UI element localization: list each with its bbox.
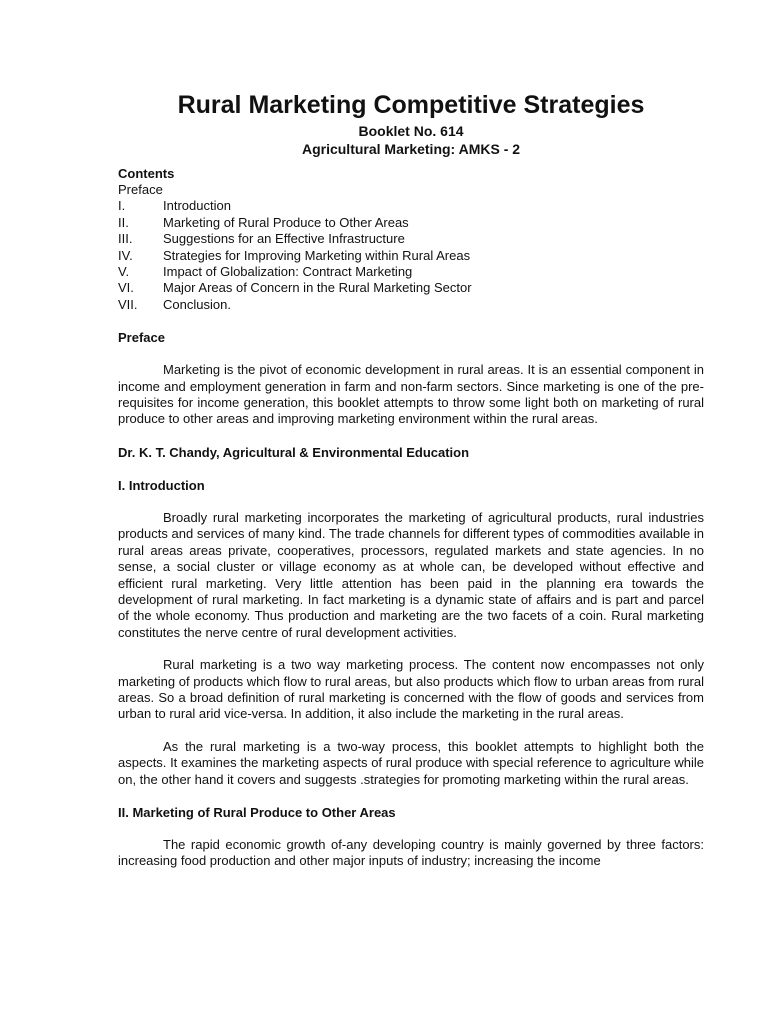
toc-item: [118, 198, 704, 214]
toc-item-label: Impact of Globalization: Contract Marketing: [163, 264, 413, 280]
introduction-paragraph: As the rural marketing is a two-way process, this booklet attempts to highlight both the aspects. It examines the marketing aspects of rural produce with special reference to agriculture while on, the other hand it covers and suggests .strategies for promoting marketing within the rural areas.: [118, 738, 704, 787]
toc-item-label: Strategies for Improving Marketing within Rural Areas: [163, 247, 471, 263]
toc-item: [118, 280, 704, 296]
section2-paragraph: The rapid economic growth of-any developing country is mainly governed by three factors: increasing food production and other major inputs of industry; increasing the income: [118, 836, 704, 869]
contents-heading: Contents: [118, 166, 175, 181]
preface-heading: Preface: [118, 330, 165, 346]
introduction-paragraph: Broadly rural marketing incorporates the marketing of agricultural products, rural industries products and services of many kind. The trade channels for different types of commodities available in rural areas areas private, cooperatives, processors, regulated markets and state agencies. In no sense, a social cluster or village economy as at whole can, be developed without effective and efficient rural marketing. Very little attention has been paid in the planning era towards the development of rural marketing. In fact marketing is a dynamic state of affairs and is part and parcel of the whole economy. Thus production and marketing are the two facets of a coin. Rural marketing constitutes the nerve centre of rural development activities.: [118, 509, 704, 640]
series-title: Agricultural Marketing: AMKS - 2: [301, 141, 521, 157]
booklet-number: Booklet No. 614: [358, 123, 464, 139]
table-of-contents: [118, 182, 704, 313]
toc-item-label: Suggestions for an Effective Infrastructure: [163, 231, 405, 247]
toc-item-label: Conclusion.: [163, 296, 231, 312]
toc-item: [118, 264, 704, 280]
toc-item: [118, 297, 704, 313]
toc-item-number: IV.: [118, 247, 133, 263]
introduction-heading: I. Introduction: [118, 477, 205, 493]
document-page: [118, 90, 704, 883]
toc-item-label: Marketing of Rural Produce to Other Areas: [163, 214, 409, 230]
toc-item: [118, 248, 704, 264]
toc-item-preface: Preface: [118, 182, 163, 197]
introduction-paragraph: Rural marketing is a two way marketing process. The content now encompasses not only marketing of products which flow to rural areas, but also products which flow to urban areas from rural areas. So a broad definition of rural marketing is concerned with the flow of goods and services from urban to rural arid vice-versa. In addition, it also include the marketing in the rural areas.: [118, 657, 704, 722]
document-title: Rural Marketing Competitive Strategies: [177, 91, 645, 119]
toc-item-number: I.: [118, 198, 126, 214]
preface-paragraph: Marketing is the pivot of economic development in rural areas. It is an essential component in income and employment generation in farm and non-farm sectors. Since marketing is one of the pre-requisites for income generation, this booklet attempts to throw some light both on marketing of rural produce to other areas and improving marketing environment within the rural areas.: [118, 362, 704, 427]
toc-item-number: III.: [118, 231, 133, 247]
toc-item-number: II.: [118, 214, 129, 230]
toc-item: [118, 215, 704, 231]
section2-heading: II. Marketing of Rural Produce to Other Areas: [118, 804, 396, 820]
author-line: Dr. K. T. Chandy, Agricultural & Environmental Education: [118, 444, 470, 460]
toc-item-number: V.: [118, 264, 130, 280]
toc-item: [118, 231, 704, 247]
toc-item-number: VI.: [118, 280, 134, 296]
toc-item-number: VII.: [118, 296, 138, 312]
toc-item-label: Major Areas of Concern in the Rural Marketing Sector: [163, 280, 472, 296]
toc-item-label: Introduction: [163, 198, 231, 214]
